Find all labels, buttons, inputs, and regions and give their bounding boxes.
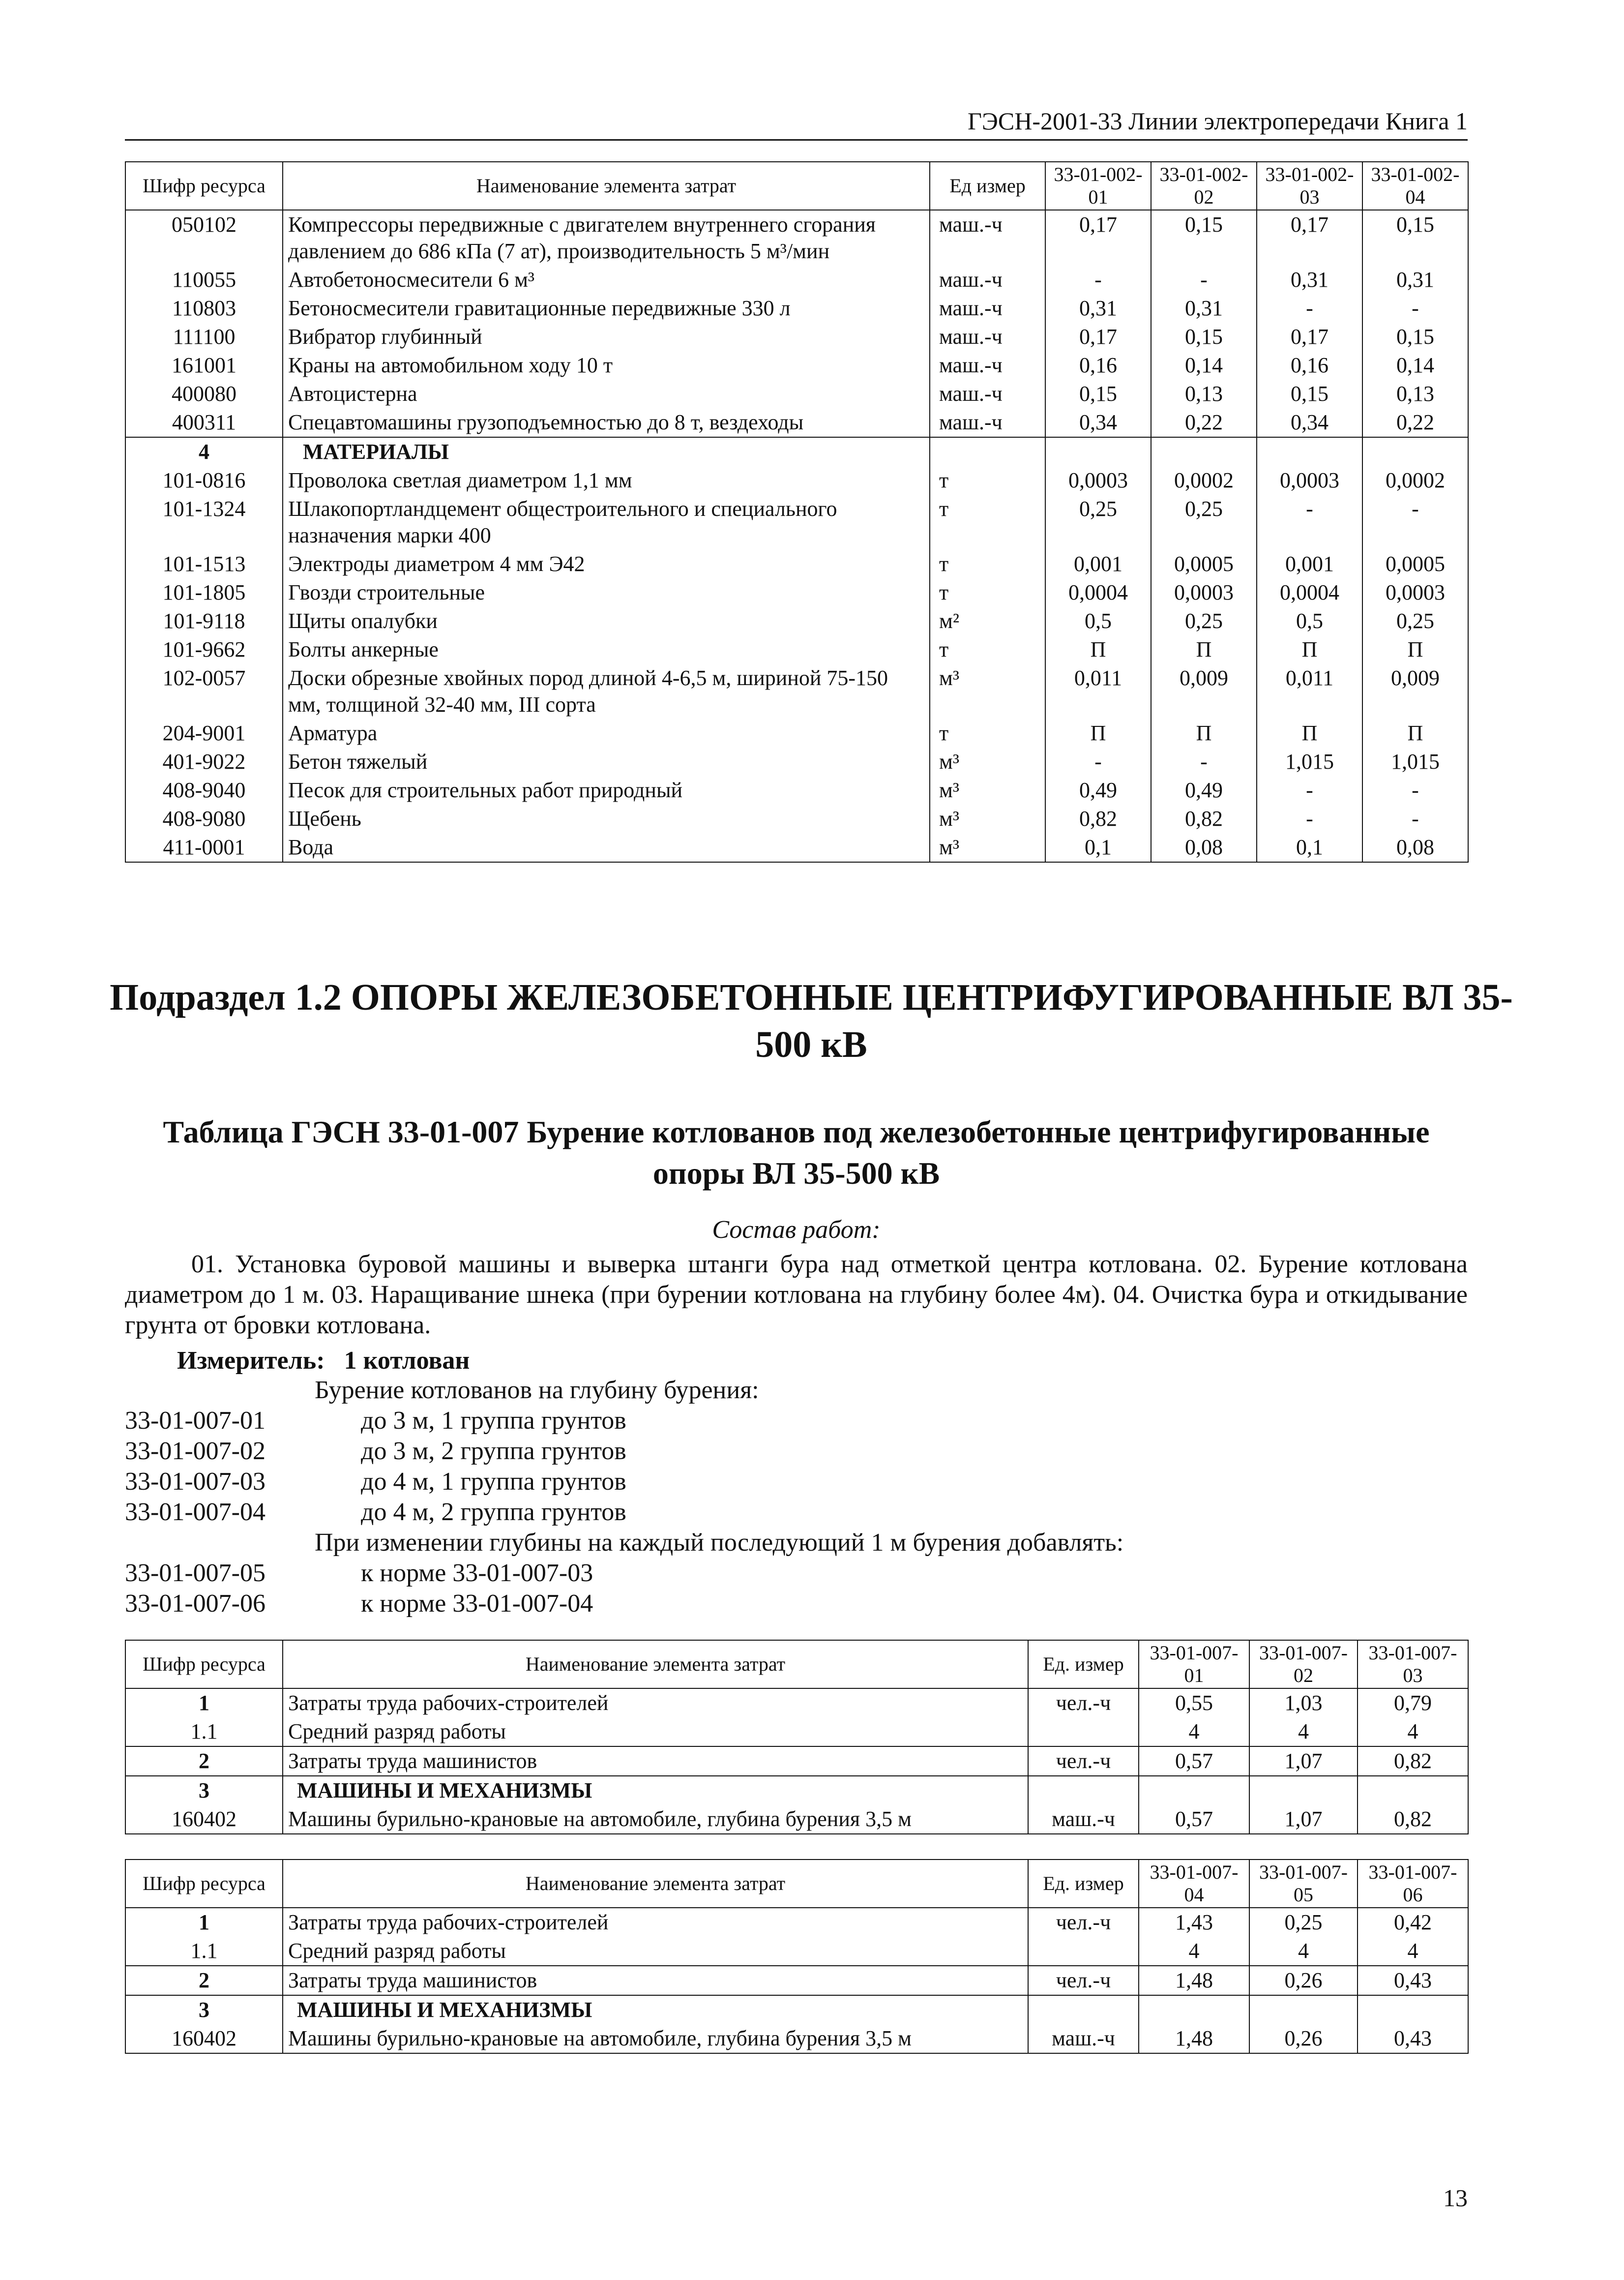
resource-unit: чел.-ч bbox=[1028, 1746, 1139, 1776]
resource-name: Шлакопортландцемент общестроительного и специального назначения марки 400 bbox=[283, 495, 930, 550]
resource-unit: т bbox=[930, 466, 1045, 495]
resource-unit: маш.-ч bbox=[930, 266, 1045, 294]
empty-cell bbox=[1028, 1995, 1139, 2024]
value-cell: 0,43 bbox=[1358, 1966, 1468, 1995]
norm-code: 33-01-007-01 bbox=[125, 1407, 266, 1435]
col-header: Ед. измер bbox=[1028, 1860, 1139, 1908]
resource-unit: т bbox=[930, 635, 1045, 664]
value-cell: 0,08 bbox=[1151, 833, 1257, 862]
value-cell: П bbox=[1362, 719, 1468, 748]
value-cell: - bbox=[1257, 294, 1362, 323]
value-cell: 0,25 bbox=[1249, 1908, 1358, 1937]
resource-code: 400311 bbox=[125, 408, 283, 437]
resource-unit: м³ bbox=[930, 664, 1045, 719]
section-row bbox=[125, 1776, 1468, 1805]
value-cell: 1,03 bbox=[1249, 1688, 1358, 1717]
value-cell: 0,26 bbox=[1249, 1966, 1358, 1995]
value-cell: 0,31 bbox=[1151, 294, 1257, 323]
resource-name: Средний разряд работы bbox=[283, 1717, 1028, 1746]
value-cell: 0,22 bbox=[1151, 408, 1257, 437]
table-row bbox=[125, 2024, 1468, 2053]
resource-unit: чел.-ч bbox=[1028, 1908, 1139, 1937]
resource-name: Автобетоносмесители 6 м³ bbox=[283, 266, 930, 294]
col-header: 33-01-002-03 bbox=[1257, 162, 1362, 210]
value-cell: 4 bbox=[1358, 1717, 1468, 1746]
resource-code: 101-1324 bbox=[125, 495, 283, 550]
value-cell: 0,0003 bbox=[1151, 578, 1257, 607]
resource-unit: маш.-ч bbox=[1028, 1805, 1139, 1834]
resource-unit: маш.-ч bbox=[930, 380, 1045, 408]
running-header: ГЭСН-2001-33 Линии электропередачи Книга 1 bbox=[968, 107, 1468, 135]
value-cell: 4 bbox=[1249, 1937, 1358, 1966]
resource-unit: м² bbox=[930, 607, 1045, 635]
table-row bbox=[125, 210, 1468, 266]
resource-code: 111100 bbox=[125, 323, 283, 351]
value-cell: 0,31 bbox=[1257, 266, 1362, 294]
col-header: Ед. измер bbox=[1028, 1640, 1139, 1688]
section-code: 3 bbox=[125, 1995, 283, 2024]
value-cell: 0,55 bbox=[1139, 1688, 1249, 1717]
resource-unit bbox=[1028, 1937, 1139, 1966]
norm-description: до 3 м, 1 группа грунтов bbox=[361, 1407, 626, 1435]
resource-name: Щебень bbox=[283, 805, 930, 833]
value-cell: - bbox=[1257, 495, 1362, 550]
value-cell: 0,17 bbox=[1257, 323, 1362, 351]
resource-name: Арматура bbox=[283, 719, 930, 748]
value-cell: 0,1 bbox=[1045, 833, 1151, 862]
resource-unit: маш.-ч bbox=[930, 294, 1045, 323]
resource-name: Доски обрезные хвойных пород длиной 4-6,5 м, шириной 75-150 мм, толщиной 32-40 мм, III сорта bbox=[283, 664, 930, 719]
resource-unit: маш.-ч bbox=[1028, 2024, 1139, 2053]
section-code: 4 bbox=[125, 437, 283, 466]
value-cell: 1,07 bbox=[1249, 1805, 1358, 1834]
value-cell: 0,26 bbox=[1249, 2024, 1358, 2053]
table-row bbox=[125, 1746, 1468, 1776]
value-cell: 0,57 bbox=[1139, 1746, 1249, 1776]
resource-code: 110803 bbox=[125, 294, 283, 323]
value-cell: 0,001 bbox=[1045, 550, 1151, 578]
resource-code: 101-9662 bbox=[125, 635, 283, 664]
table-row bbox=[125, 607, 1468, 635]
value-cell: 0,16 bbox=[1257, 351, 1362, 380]
resource-code: 102-0057 bbox=[125, 664, 283, 719]
empty-cell bbox=[1358, 1776, 1468, 1805]
value-cell: 0,25 bbox=[1045, 495, 1151, 550]
col-header: Шифр ресурса bbox=[125, 1860, 283, 1908]
value-cell: 0,08 bbox=[1362, 833, 1468, 862]
norm-code: 33-01-007-05 bbox=[125, 1559, 266, 1587]
resource-unit: м³ bbox=[930, 748, 1045, 776]
resource-code: 1 bbox=[125, 1908, 283, 1937]
value-cell: 0,011 bbox=[1045, 664, 1151, 719]
table-row bbox=[125, 1688, 1468, 1717]
value-cell: 0,22 bbox=[1362, 408, 1468, 437]
table-row bbox=[125, 748, 1468, 776]
col-header: Наименование элемента затрат bbox=[283, 1640, 1028, 1688]
value-cell: 4 bbox=[1139, 1937, 1249, 1966]
resource-unit: т bbox=[930, 550, 1045, 578]
resource-code: 110055 bbox=[125, 266, 283, 294]
col-header: 33-01-007-05 bbox=[1249, 1860, 1358, 1908]
value-cell: 0,0003 bbox=[1045, 466, 1151, 495]
empty-cell bbox=[1362, 437, 1468, 466]
work-composition-text: 01. Установка буровой машины и выверка штанги бура над отметкой центра котлована. 02. Бурение котлована диаметром до 1 м. 03. Наращивание шнека (при бурении котлована на глубину более 4м). 04. Очистка бура и откидывание грунта от бровки котлована. bbox=[125, 1250, 1468, 1339]
table-row bbox=[125, 664, 1468, 719]
value-cell: 0,82 bbox=[1358, 1805, 1468, 1834]
value-cell: 0,14 bbox=[1362, 351, 1468, 380]
value-cell: 1,015 bbox=[1362, 748, 1468, 776]
resource-code: 1 bbox=[125, 1688, 283, 1717]
resource-code: 101-1805 bbox=[125, 578, 283, 607]
empty-cell bbox=[1249, 1776, 1358, 1805]
value-cell: П bbox=[1257, 719, 1362, 748]
col-header: 33-01-002-04 bbox=[1362, 162, 1468, 210]
value-cell: - bbox=[1362, 805, 1468, 833]
col-header: Шифр ресурса bbox=[125, 162, 283, 210]
norm-description: до 4 м, 1 группа грунтов bbox=[361, 1468, 626, 1496]
resource-table-007-a bbox=[125, 1640, 1469, 1834]
resource-table-007-b bbox=[125, 1859, 1469, 2054]
resource-code: 1.1 bbox=[125, 1717, 283, 1746]
section-row bbox=[125, 1995, 1468, 2024]
value-cell: - bbox=[1045, 266, 1151, 294]
resource-name: Затраты труда рабочих-строителей bbox=[283, 1688, 1028, 1717]
value-cell: 0,13 bbox=[1362, 380, 1468, 408]
table-row bbox=[125, 805, 1468, 833]
table-title: Таблица ГЭСН 33-01-007 Бурение котлованов под железобетонные центрифугированные опоры ВЛ 35-500 кВ bbox=[163, 1114, 1430, 1191]
value-cell: - bbox=[1362, 495, 1468, 550]
subsection-title: Подраздел 1.2 ОПОРЫ ЖЕЛЕЗОБЕТОННЫЕ ЦЕНТРИФУГИРОВАННЫЕ ВЛ 35-500 кВ bbox=[110, 977, 1513, 1065]
empty-cell bbox=[1139, 1776, 1249, 1805]
empty-cell bbox=[1139, 1995, 1249, 2024]
resource-name: Спецавтомашины грузоподъемностью до 8 т, вездеходы bbox=[283, 408, 930, 437]
resource-name: Вода bbox=[283, 833, 930, 862]
value-cell: 0,0002 bbox=[1362, 466, 1468, 495]
table-row bbox=[125, 1908, 1468, 1937]
value-cell: 0,34 bbox=[1257, 408, 1362, 437]
resource-unit: м³ bbox=[930, 833, 1045, 862]
table-row bbox=[125, 719, 1468, 748]
section-row bbox=[125, 437, 1468, 466]
resource-unit: маш.-ч bbox=[930, 210, 1045, 266]
section-name: МАШИНЫ И МЕХАНИЗМЫ bbox=[283, 1995, 1028, 2024]
value-cell: 1,07 bbox=[1249, 1746, 1358, 1776]
table-row bbox=[125, 408, 1468, 437]
table-row bbox=[125, 495, 1468, 550]
resource-name: Автоцистерна bbox=[283, 380, 930, 408]
value-cell: 0,79 bbox=[1358, 1688, 1468, 1717]
value-cell: 0,15 bbox=[1151, 210, 1257, 266]
meter-label: Измеритель: bbox=[177, 1347, 325, 1375]
norm-group-heading: При изменении глубины на каждый последующий 1 м бурения добавлять: bbox=[315, 1529, 1124, 1557]
col-header: 33-01-007-03 bbox=[1358, 1640, 1468, 1688]
resource-unit: т bbox=[930, 578, 1045, 607]
value-cell: 0,009 bbox=[1362, 664, 1468, 719]
resource-unit: маш.-ч bbox=[930, 408, 1045, 437]
table-header-row bbox=[125, 162, 1468, 210]
norm-description: до 3 м, 2 группа грунтов bbox=[361, 1437, 626, 1465]
resource-table-002 bbox=[125, 161, 1469, 863]
norm-code: 33-01-007-03 bbox=[125, 1468, 266, 1496]
table-row bbox=[125, 1966, 1468, 1995]
resource-code: 160402 bbox=[125, 1805, 283, 1834]
norm-code: 33-01-007-04 bbox=[125, 1498, 266, 1526]
value-cell: 0,15 bbox=[1362, 210, 1468, 266]
value-cell: - bbox=[1362, 776, 1468, 805]
value-cell: П bbox=[1045, 719, 1151, 748]
resource-unit: чел.-ч bbox=[1028, 1966, 1139, 1995]
resource-unit: т bbox=[930, 495, 1045, 550]
resource-code: 101-9118 bbox=[125, 607, 283, 635]
value-cell: 0,49 bbox=[1045, 776, 1151, 805]
section-code: 3 bbox=[125, 1776, 283, 1805]
table-row bbox=[125, 776, 1468, 805]
norm-code: 33-01-007-06 bbox=[125, 1590, 266, 1618]
table-row bbox=[125, 266, 1468, 294]
value-cell: - bbox=[1362, 294, 1468, 323]
table-row bbox=[125, 466, 1468, 495]
value-cell: 0,0005 bbox=[1362, 550, 1468, 578]
table-row bbox=[125, 1717, 1468, 1746]
resource-name: Машины бурильно-крановые на автомобиле, глубина бурения 3,5 м bbox=[283, 1805, 1028, 1834]
empty-cell bbox=[1045, 437, 1151, 466]
col-header: Шифр ресурса bbox=[125, 1640, 283, 1688]
value-cell: - bbox=[1151, 266, 1257, 294]
norm-code: 33-01-007-02 bbox=[125, 1437, 266, 1465]
resource-unit: т bbox=[930, 719, 1045, 748]
value-cell: 0,15 bbox=[1151, 323, 1257, 351]
resource-code: 050102 bbox=[125, 210, 283, 266]
value-cell: 0,25 bbox=[1362, 607, 1468, 635]
norm-description: к норме 33-01-007-03 bbox=[361, 1559, 593, 1587]
resource-code: 160402 bbox=[125, 2024, 283, 2053]
value-cell: 0,49 bbox=[1151, 776, 1257, 805]
resource-name: Гвозди строительные bbox=[283, 578, 930, 607]
col-header: 33-01-007-04 bbox=[1139, 1860, 1249, 1908]
value-cell: 0,009 bbox=[1151, 664, 1257, 719]
resource-code: 400080 bbox=[125, 380, 283, 408]
resource-name: Затраты труда рабочих-строителей bbox=[283, 1908, 1028, 1937]
resource-code: 161001 bbox=[125, 351, 283, 380]
section-name: МАТЕРИАЛЫ bbox=[283, 437, 930, 466]
resource-code: 401-9022 bbox=[125, 748, 283, 776]
resource-code: 101-1513 bbox=[125, 550, 283, 578]
value-cell: 0,0003 bbox=[1362, 578, 1468, 607]
resource-code: 1.1 bbox=[125, 1937, 283, 1966]
value-cell: 0,15 bbox=[1045, 380, 1151, 408]
value-cell: П bbox=[1151, 719, 1257, 748]
resource-name: Затраты труда машинистов bbox=[283, 1966, 1028, 1995]
value-cell: 4 bbox=[1358, 1937, 1468, 1966]
norm-description: к норме 33-01-007-04 bbox=[361, 1590, 593, 1618]
value-cell: - bbox=[1151, 748, 1257, 776]
resource-name: Краны на автомобильном ходу 10 т bbox=[283, 351, 930, 380]
resource-unit: чел.-ч bbox=[1028, 1688, 1139, 1717]
page-number: 13 bbox=[1443, 2184, 1468, 2212]
value-cell: П bbox=[1045, 635, 1151, 664]
value-cell: 0,43 bbox=[1358, 2024, 1468, 2053]
table-row bbox=[125, 323, 1468, 351]
value-cell: 1,43 bbox=[1139, 1908, 1249, 1937]
value-cell: 0,5 bbox=[1045, 607, 1151, 635]
value-cell: 1,48 bbox=[1139, 2024, 1249, 2053]
col-header: 33-01-007-01 bbox=[1139, 1640, 1249, 1688]
value-cell: П bbox=[1257, 635, 1362, 664]
resource-code: 101-0816 bbox=[125, 466, 283, 495]
value-cell: 0,17 bbox=[1045, 323, 1151, 351]
table-row bbox=[125, 1937, 1468, 1966]
empty-cell bbox=[1151, 437, 1257, 466]
value-cell: 0,0002 bbox=[1151, 466, 1257, 495]
table-row bbox=[125, 833, 1468, 862]
resource-name: Бетон тяжелый bbox=[283, 748, 930, 776]
resource-code: 2 bbox=[125, 1746, 283, 1776]
resource-name: Проволока светлая диаметром 1,1 мм bbox=[283, 466, 930, 495]
value-cell: 0,34 bbox=[1045, 408, 1151, 437]
resource-unit: м³ bbox=[930, 776, 1045, 805]
value-cell: 0,16 bbox=[1045, 351, 1151, 380]
value-cell: 0,25 bbox=[1151, 495, 1257, 550]
value-cell: 0,1 bbox=[1257, 833, 1362, 862]
value-cell: 0,82 bbox=[1358, 1746, 1468, 1776]
resource-name: Песок для строительных работ природный bbox=[283, 776, 930, 805]
value-cell: 0,31 bbox=[1045, 294, 1151, 323]
resource-name: Затраты труда машинистов bbox=[283, 1746, 1028, 1776]
value-cell: 4 bbox=[1139, 1717, 1249, 1746]
table-row bbox=[125, 294, 1468, 323]
value-cell: 0,001 bbox=[1257, 550, 1362, 578]
empty-cell bbox=[1358, 1995, 1468, 2024]
value-cell: П bbox=[1362, 635, 1468, 664]
col-header: 33-01-002-01 bbox=[1045, 162, 1151, 210]
value-cell: 0,0004 bbox=[1257, 578, 1362, 607]
table-row bbox=[125, 1805, 1468, 1834]
header-rule bbox=[125, 139, 1468, 141]
table-header-row bbox=[125, 1640, 1468, 1688]
resource-name: Бетоносмесители гравитационные передвижные 330 л bbox=[283, 294, 930, 323]
table-row bbox=[125, 578, 1468, 607]
value-cell: - bbox=[1257, 776, 1362, 805]
resource-name: Компрессоры передвижные с двигателем внутреннего сгорания давлением до 686 кПа (7 ат), производительность 5 м³/мин bbox=[283, 210, 930, 266]
value-cell: 1,48 bbox=[1139, 1966, 1249, 1995]
value-cell: 0,5 bbox=[1257, 607, 1362, 635]
value-cell: 0,15 bbox=[1362, 323, 1468, 351]
resource-unit: маш.-ч bbox=[930, 323, 1045, 351]
resource-name: Машины бурильно-крановые на автомобиле, глубина бурения 3,5 м bbox=[283, 2024, 1028, 2053]
col-header: 33-01-002-02 bbox=[1151, 162, 1257, 210]
value-cell: 0,13 bbox=[1151, 380, 1257, 408]
value-cell: 0,14 bbox=[1151, 351, 1257, 380]
meter-value: 1 котлован bbox=[344, 1347, 470, 1375]
resource-code: 2 bbox=[125, 1966, 283, 1995]
resource-name: Электроды диаметром 4 мм Э42 bbox=[283, 550, 930, 578]
value-cell: 0,42 bbox=[1358, 1908, 1468, 1937]
norm-group-heading: Бурение котлованов на глубину бурения: bbox=[315, 1376, 759, 1404]
value-cell: 0,82 bbox=[1151, 805, 1257, 833]
resource-code: 408-9080 bbox=[125, 805, 283, 833]
value-cell: 4 bbox=[1249, 1717, 1358, 1746]
value-cell: 0,0004 bbox=[1045, 578, 1151, 607]
col-header: Наименование элемента затрат bbox=[283, 1860, 1028, 1908]
resource-name: Вибратор глубинный bbox=[283, 323, 930, 351]
table-row bbox=[125, 380, 1468, 408]
value-cell: 0,17 bbox=[1045, 210, 1151, 266]
resource-unit bbox=[1028, 1717, 1139, 1746]
value-cell: П bbox=[1151, 635, 1257, 664]
resource-name: Болты анкерные bbox=[283, 635, 930, 664]
work-composition-heading: Состав работ: bbox=[712, 1216, 881, 1244]
table-row bbox=[125, 550, 1468, 578]
empty-cell bbox=[930, 437, 1045, 466]
value-cell: 0,57 bbox=[1139, 1805, 1249, 1834]
value-cell: 0,82 bbox=[1045, 805, 1151, 833]
resource-code: 411-0001 bbox=[125, 833, 283, 862]
col-header: Наименование элемента затрат bbox=[283, 162, 930, 210]
table-header-row bbox=[125, 1860, 1468, 1908]
value-cell: - bbox=[1045, 748, 1151, 776]
value-cell: - bbox=[1257, 805, 1362, 833]
value-cell: 0,31 bbox=[1362, 266, 1468, 294]
resource-code: 204-9001 bbox=[125, 719, 283, 748]
norm-description: до 4 м, 2 группа грунтов bbox=[361, 1498, 626, 1526]
value-cell: 0,15 bbox=[1257, 380, 1362, 408]
col-header: 33-01-007-06 bbox=[1358, 1860, 1468, 1908]
empty-cell bbox=[1249, 1995, 1358, 2024]
value-cell: 0,0003 bbox=[1257, 466, 1362, 495]
value-cell: 0,17 bbox=[1257, 210, 1362, 266]
value-cell: 0,25 bbox=[1151, 607, 1257, 635]
value-cell: 0,0005 bbox=[1151, 550, 1257, 578]
empty-cell bbox=[1028, 1776, 1139, 1805]
section-name: МАШИНЫ И МЕХАНИЗМЫ bbox=[283, 1776, 1028, 1805]
meter-line bbox=[177, 1346, 470, 1376]
resource-unit: м³ bbox=[930, 805, 1045, 833]
table-row bbox=[125, 635, 1468, 664]
resource-unit: маш.-ч bbox=[930, 351, 1045, 380]
table-row bbox=[125, 351, 1468, 380]
resource-code: 408-9040 bbox=[125, 776, 283, 805]
empty-cell bbox=[1257, 437, 1362, 466]
col-header: Ед измер bbox=[930, 162, 1045, 210]
value-cell: 1,015 bbox=[1257, 748, 1362, 776]
resource-name: Средний разряд работы bbox=[283, 1937, 1028, 1966]
value-cell: 0,011 bbox=[1257, 664, 1362, 719]
resource-name: Щиты опалубки bbox=[283, 607, 930, 635]
col-header: 33-01-007-02 bbox=[1249, 1640, 1358, 1688]
